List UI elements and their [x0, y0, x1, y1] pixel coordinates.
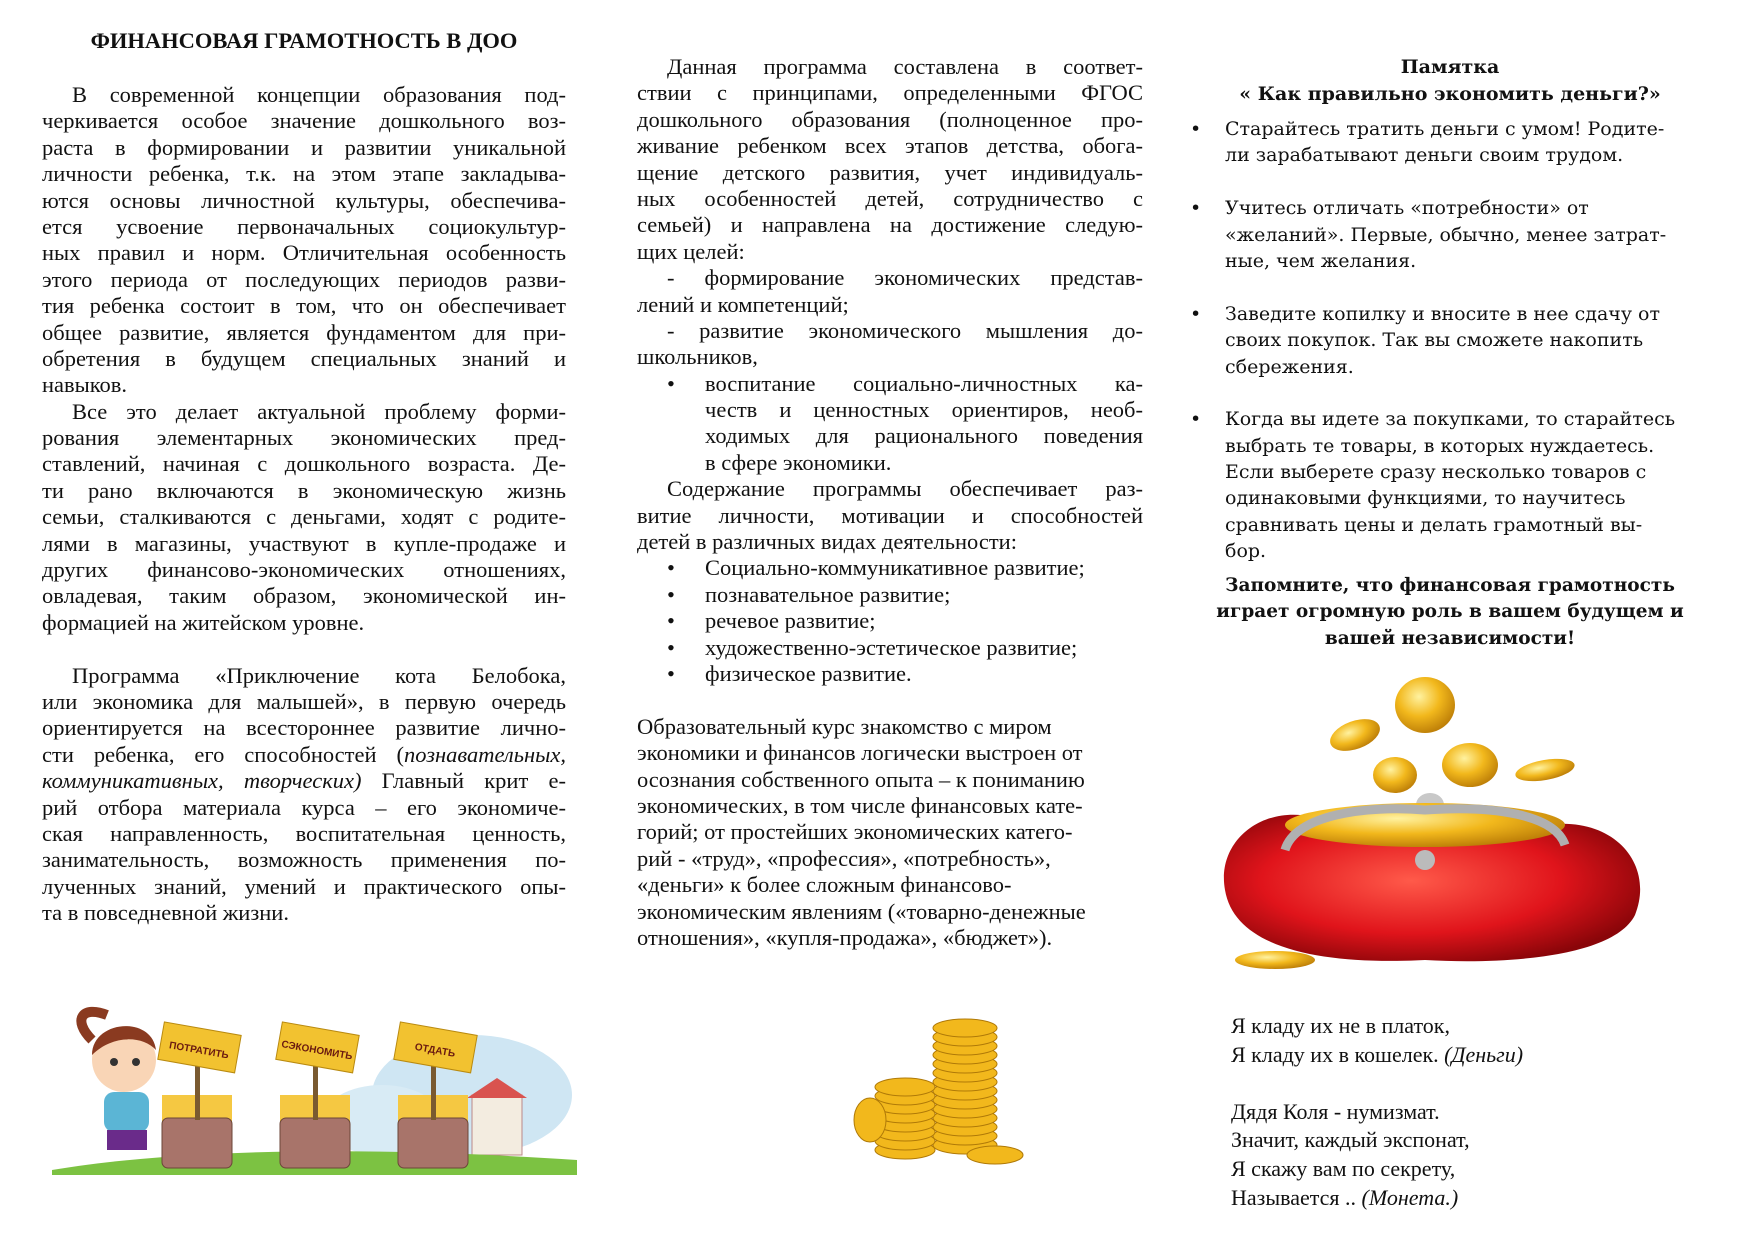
memo-subtitle: « Как правильно экономить деньги?» — [1239, 83, 1661, 105]
text-span: честв и ценностных ориентиров, необ- — [705, 397, 1143, 423]
riddle-line — [1231, 1184, 1523, 1213]
riddle-line — [1231, 1098, 1523, 1127]
text-span: экономическим явлениям («товарно-денежные — [637, 898, 1086, 924]
riddles — [1231, 1012, 1523, 1212]
text-line — [42, 214, 566, 240]
italic-text: коммуникативных, творческих) — [42, 768, 362, 794]
text-line — [42, 900, 566, 926]
text-span: выбрать те товары, в которых нуждаетесь. — [1225, 434, 1655, 457]
text-line — [637, 899, 1143, 925]
text-line — [637, 54, 1143, 80]
text-line — [637, 344, 1143, 370]
spacer — [1190, 169, 1710, 195]
text-span: других финансово-экономических отношениях, — [42, 557, 566, 583]
tip-line — [1190, 116, 1710, 142]
riddle-line — [1231, 1155, 1523, 1184]
bullet-icon: • — [1190, 118, 1202, 140]
conclusion-line — [1190, 573, 1710, 600]
tip-line — [1190, 459, 1710, 485]
text-line — [637, 925, 1143, 951]
bullet-icon: • — [1190, 197, 1202, 220]
text-span: осознания собственного опыта – к пониманию — [637, 766, 1085, 792]
riddle-line — [1231, 1126, 1523, 1155]
conclusion-line — [1190, 599, 1710, 626]
sign-label: ОТДАТЬ — [413, 1041, 456, 1060]
text-line — [42, 451, 566, 477]
text-span: своих покупок. Так вы сможете накопить — [1225, 329, 1644, 352]
text-span: детей в различных видах деятельности: — [637, 529, 1017, 555]
text-span: ных особенностей детей, сотрудничество с — [637, 185, 1143, 211]
spacer — [1190, 380, 1710, 406]
spacer — [1190, 274, 1710, 300]
text-line — [637, 714, 1143, 740]
text-line — [42, 108, 566, 134]
text-span: Запомните, что финансовая грамотность — [1225, 574, 1675, 596]
bullet-line — [637, 555, 1143, 581]
text-span: семьи, сталкиваются с деньгами, ходят с родите- — [42, 504, 566, 530]
text-span: отношения», «купля-продажа», «бюджет»). — [637, 924, 1053, 950]
text-line — [637, 767, 1143, 793]
text-line — [42, 320, 566, 346]
tip-line — [1190, 195, 1710, 221]
text-line — [42, 821, 566, 847]
spacer — [1231, 1069, 1523, 1098]
riddle-line — [1231, 1012, 1523, 1041]
text-span: физическое развитие. — [705, 660, 912, 686]
text-line — [637, 318, 1143, 344]
text-line — [42, 847, 566, 873]
coin-purse-illustration — [1215, 675, 1645, 975]
text-span: экономических, в том числе финансовых кате- — [637, 792, 1083, 818]
text-line — [637, 819, 1143, 845]
text-line — [42, 557, 566, 583]
text-line — [42, 293, 566, 319]
italic-text: познавательных, — [404, 741, 566, 767]
tip-line — [1190, 512, 1710, 538]
text-line — [42, 768, 566, 794]
text-span: - развитие экономического мышления до- — [667, 317, 1143, 343]
coin — [875, 1078, 935, 1096]
text-line — [42, 874, 566, 900]
text-line — [637, 476, 1143, 502]
text-span: Я кладу их не в платок, — [1231, 1013, 1450, 1038]
text-line — [637, 292, 1143, 318]
tip-line — [1190, 327, 1710, 353]
chest — [280, 1118, 350, 1168]
bullet-icon: • — [1190, 302, 1202, 325]
bullet-line — [637, 397, 1143, 423]
text-span: тия ребенка состоит в том, что он обеспечивает — [42, 293, 566, 319]
tip-line — [1190, 301, 1710, 327]
text-line — [42, 346, 566, 372]
text-span: сбережения. — [1225, 355, 1354, 378]
text-span: ется усвоение первоначальных социокультур- — [42, 213, 566, 239]
sign-label: ПОТРАТИТЬ — [168, 1040, 230, 1062]
text-span: раста в формировании и развитии уникальной — [42, 134, 566, 160]
bullet-line — [637, 450, 1143, 476]
text-line — [42, 161, 566, 187]
text-span: «деньги» к более сложным финансово- — [637, 872, 1012, 898]
tip-line — [1190, 433, 1710, 459]
tip-line — [1190, 142, 1710, 168]
coin — [967, 1146, 1023, 1164]
bullet-icon: • — [667, 660, 675, 686]
spacer — [42, 636, 566, 662]
text-span: ных правил и норм. Отличительная особенность — [42, 240, 566, 266]
text-span: Все это делает актуальной проблему форми- — [72, 398, 566, 424]
bullet-icon: • — [667, 555, 675, 581]
text-span: «желаний». Первые, обычно, менее затрат- — [1225, 223, 1667, 246]
text-span: рий отбора материала курса – его экономиче- — [42, 794, 566, 820]
spacer — [637, 687, 1143, 713]
text-line — [42, 372, 566, 398]
text-span: речевое развитие; — [705, 608, 876, 634]
text-line — [637, 186, 1143, 212]
text-span: ствии с принципами, определенными ФГОС — [637, 80, 1143, 106]
text-span: школьников, — [637, 344, 758, 370]
text-line — [637, 239, 1143, 265]
conclusion — [1190, 573, 1710, 653]
tips-list — [1190, 116, 1710, 565]
text-line — [637, 133, 1143, 159]
italic-text: (Деньги) — [1444, 1041, 1524, 1067]
text-span: черкивается особое значение дошкольного воз- — [42, 108, 566, 134]
text-line — [42, 478, 566, 504]
tip-line — [1190, 222, 1710, 248]
riddle-line — [1231, 1041, 1523, 1070]
text-line — [637, 80, 1143, 106]
text-span: или экономика для малышей», в первую очередь — [42, 688, 566, 714]
text-span: Данная программа составлена в соответ- — [667, 54, 1143, 79]
text-span: витие личности, мотивации и способностей — [637, 502, 1143, 528]
text-line — [42, 742, 566, 768]
text-line — [42, 135, 566, 161]
tip-line — [1190, 406, 1710, 432]
text-span: ставлений, начиная с дошкольного возраста. Де- — [42, 451, 566, 477]
text-span: играет огромную роль в вашем будущем и — [1216, 601, 1684, 623]
text-span: личности ребенка, т.к. на этом этапе закладыва- — [42, 161, 566, 187]
bullet-icon: • — [667, 634, 675, 660]
text-span: сравнивать цены и делать грамотный вы- — [1225, 513, 1643, 536]
text-line — [42, 82, 566, 108]
text-span: Называется .. — [1231, 1184, 1362, 1210]
text-span: занимательность, возможность применения по- — [42, 847, 566, 873]
savings-chests-illustration — [52, 1000, 577, 1180]
coin-stack — [854, 1019, 1023, 1164]
text-span: Старайтесь тратить деньги с умом! Родите- — [1225, 118, 1665, 140]
text-span: Я кладу их в кошелек. — [1231, 1041, 1445, 1067]
bullet-line — [637, 423, 1143, 449]
text-span: ская направленность, воспитательная ценность, — [42, 820, 566, 846]
italic-text: (Монета.) — [1361, 1184, 1459, 1210]
text-span: бор. — [1225, 540, 1267, 563]
text-span: Дядя Коля - нумизмат. — [1231, 1098, 1440, 1124]
text-line — [42, 188, 566, 214]
text-line — [42, 240, 566, 266]
text-line — [637, 503, 1143, 529]
text-span: овладевая, таким образом, экономической ин- — [42, 583, 566, 609]
column-2-text — [637, 54, 1143, 951]
bullet-icon: • — [667, 370, 675, 396]
chest-with-sign — [158, 1022, 241, 1168]
text-line — [42, 267, 566, 293]
text-span: ли зарабатывают деньги своим трудом. — [1225, 144, 1624, 167]
text-span: воспитание социально-личностных ка- — [705, 370, 1143, 396]
chest — [398, 1118, 468, 1168]
text-span: в сфере экономики. — [705, 449, 892, 475]
text-span: формацией на житейском уровне. — [42, 609, 365, 635]
text-span: Значит, каждый экспонат, — [1231, 1127, 1470, 1153]
text-span: сти ребенка, его способностей ( — [42, 741, 404, 767]
memo-title: Памятка — [1400, 56, 1500, 78]
bullet-line — [637, 635, 1143, 661]
text-line — [42, 399, 566, 425]
text-span: В современной концепции образования под- — [72, 82, 566, 107]
text-span: щение детского развития, учет индивидуаль- — [637, 159, 1143, 185]
text-span: экономики и финансов логически выстроен от — [637, 740, 1083, 766]
text-span: Главный крит е- — [361, 768, 566, 794]
text-line — [42, 715, 566, 741]
text-line — [42, 504, 566, 530]
text-line — [42, 795, 566, 821]
text-span: ходимых для рационального поведения — [705, 423, 1143, 449]
text-span: лями в магазины, участвуют в купле-продаже и — [42, 530, 566, 556]
coin — [933, 1019, 997, 1037]
text-span: Я скажу вам по секрету, — [1231, 1155, 1456, 1181]
text-span: лений и компетенций; — [637, 291, 849, 317]
tip-line — [1190, 248, 1710, 274]
text-line — [42, 610, 566, 636]
text-span: художественно-эстетическое развитие; — [705, 634, 1078, 660]
text-span: живание ребенком всех этапов детства, обога- — [637, 133, 1143, 159]
text-line — [42, 689, 566, 715]
column-3-memo — [1190, 54, 1710, 652]
text-span: рования элементарных экономических пред- — [42, 425, 566, 451]
text-span: обретения в будущем специальных знаний и — [42, 345, 566, 371]
text-span: ются основы личностной культуры, обеспечива- — [42, 187, 566, 213]
bullet-line — [637, 608, 1143, 634]
girl — [81, 1012, 156, 1150]
text-span: навыков. — [42, 372, 128, 398]
bullet-line — [637, 371, 1143, 397]
house — [472, 1095, 522, 1155]
text-span: лученных знаний, умений и практического опы- — [42, 873, 566, 899]
tip-line — [1190, 354, 1710, 380]
text-span: одинаковыми функциями, то научитесь — [1225, 487, 1626, 510]
text-line — [637, 107, 1143, 133]
text-line — [637, 793, 1143, 819]
text-span: - формирование экономических представ- — [667, 265, 1143, 291]
text-line — [637, 160, 1143, 186]
text-span: Социально-коммуникативное развитие; — [705, 555, 1085, 581]
text-line — [637, 846, 1143, 872]
page-title: ФИНАНСОВАЯ ГРАМОТНОСТЬ В ДОО — [90, 28, 518, 53]
text-span: Заведите копилку и вносите в нее сдачу от — [1225, 302, 1660, 325]
text-line — [637, 212, 1143, 238]
text-span: Учитесь отличать «потребности» от — [1225, 197, 1589, 220]
falling-coins — [1326, 677, 1577, 817]
text-line — [637, 872, 1143, 898]
coin — [854, 1098, 886, 1142]
text-line — [637, 740, 1143, 766]
coin-stacks-illustration — [845, 1015, 1035, 1165]
bullet-line — [637, 582, 1143, 608]
text-span: познавательное развитие; — [705, 581, 951, 607]
text-span: дошкольного образования (полноценное про- — [637, 106, 1143, 132]
tip-line — [1190, 538, 1710, 564]
tip-line — [1190, 485, 1710, 511]
bullet-icon: • — [1190, 408, 1202, 431]
text-span: семьей) и направлена на достижение следую- — [637, 212, 1143, 238]
text-line — [637, 529, 1143, 555]
text-span: этого периода от последующих периодов разви- — [42, 266, 566, 292]
text-span: Когда вы идете за покупками, то старайтесь — [1225, 408, 1676, 431]
chest — [162, 1118, 232, 1168]
text-span: вашей независимости! — [1324, 627, 1576, 649]
text-span: горий; от простейших экономических катего- — [637, 819, 1073, 845]
text-span: Образовательный курс знакомство с миром — [637, 713, 1052, 739]
text-span: рий - «труд», «профессия», «потребность», — [637, 845, 1051, 871]
text-span: ориентируется на всестороннее развитие лично- — [42, 715, 566, 741]
text-span: щих целей: — [637, 238, 745, 264]
bullet-line — [637, 661, 1143, 687]
text-span: ные, чем желания. — [1225, 249, 1417, 272]
text-span: Программа «Приключение кота Белобока, — [72, 662, 566, 688]
text-line — [637, 265, 1143, 291]
conclusion-line — [1190, 626, 1710, 653]
column-1-text — [42, 82, 566, 927]
sign-label: СЭКОНОМИТЬ — [280, 1039, 354, 1063]
text-span: общее развитие, является фундаментом для при- — [42, 319, 566, 345]
text-line — [42, 425, 566, 451]
text-line — [42, 583, 566, 609]
text-span: ти рано включаются в экономическую жизнь — [42, 477, 566, 503]
text-line — [42, 531, 566, 557]
bullet-icon: • — [667, 581, 675, 607]
bullet-icon: • — [667, 608, 675, 634]
text-span: Содержание программы обеспечивает раз- — [667, 476, 1143, 502]
text-span: Если выберете сразу несколько товаров с — [1225, 461, 1647, 484]
text-span: та в повседневной жизни. — [42, 900, 289, 926]
text-line — [42, 663, 566, 689]
